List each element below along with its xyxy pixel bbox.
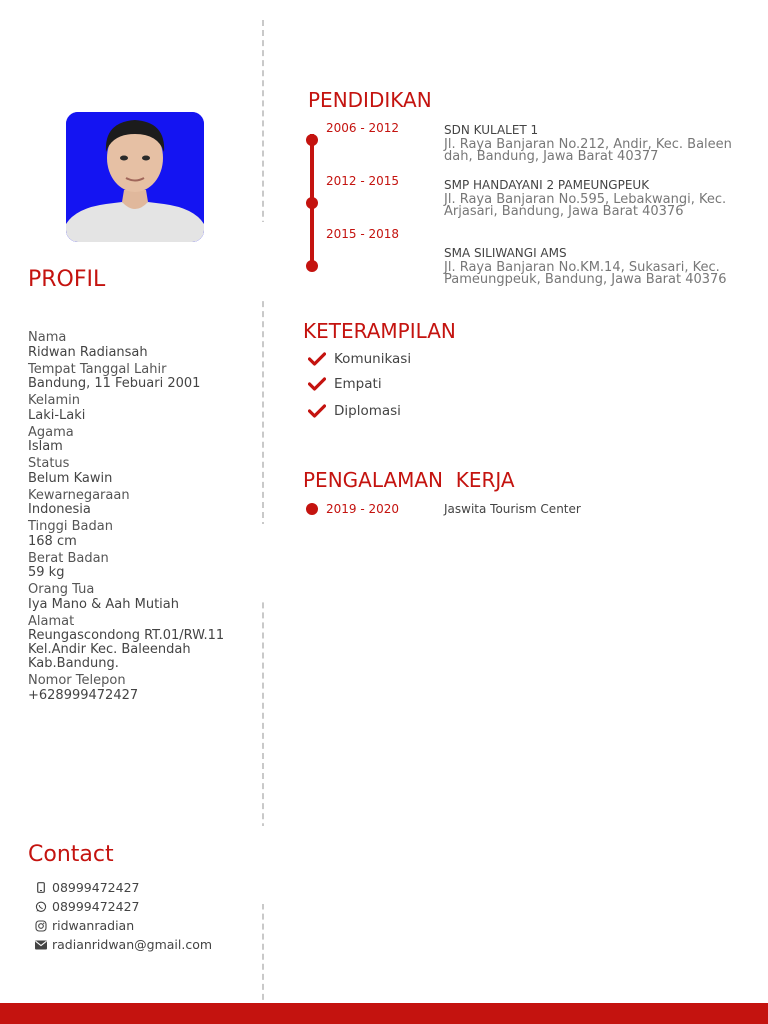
- education-entry: [444, 246, 744, 286]
- profile-field-address: [28, 615, 253, 672]
- field-label: Tinggi Badan: [28, 519, 113, 534]
- profile-field-weight: [28, 552, 253, 581]
- school-address: Jl. Raya Banjaran No.212, Andir, Kec. Baleen dah, Bandung, Jawa Barat 40377: [444, 137, 732, 164]
- experience-company: Jaswita Tourism Center: [444, 502, 581, 516]
- skill-item: [308, 376, 382, 392]
- profile-details: [28, 331, 253, 706]
- field-value: +628999472427: [28, 687, 139, 703]
- field-label: Tempat Tanggal Lahir: [28, 361, 167, 377]
- skill-label: Komunikasi: [334, 351, 412, 367]
- field-label: Kelamin: [28, 393, 80, 408]
- contact-text: 08999472427: [52, 880, 140, 895]
- profile-field-birth: [28, 363, 253, 392]
- contact-phone[interactable]: [34, 878, 212, 897]
- field-label: Alamat: [28, 613, 75, 629]
- profile-field-name: [28, 331, 253, 360]
- education-heading: PENDIDIKAN: [308, 88, 432, 112]
- field-value: 168 cm: [28, 533, 77, 549]
- divider-gap: [255, 222, 271, 300]
- skill-label: Empati: [334, 376, 382, 392]
- education-entry: [444, 123, 744, 163]
- check-icon: [308, 377, 328, 391]
- profile-field-nationality: [28, 489, 253, 518]
- school-name: SDN KULALET 1: [444, 123, 539, 137]
- field-label: Berat Badan: [28, 550, 109, 566]
- contact-text: radianridwan@gmail.com: [52, 937, 213, 952]
- field-label: Agama: [28, 424, 74, 440]
- timeline-dot: [306, 134, 318, 146]
- experience-heading: PENGALAMAN KERJA: [303, 468, 515, 492]
- contact-email[interactable]: [34, 935, 212, 954]
- phone-icon: [34, 881, 48, 895]
- school-name: SMP HANDAYANI 2 PAMEUNGPEUK: [444, 178, 650, 192]
- contact-whatsapp[interactable]: [34, 897, 212, 916]
- portrait-illustration: [66, 112, 204, 242]
- skill-label: Diplomasi: [334, 403, 401, 419]
- timeline-dot: [306, 260, 318, 272]
- instagram-icon: [34, 919, 48, 933]
- profile-field-phone: [28, 674, 253, 703]
- contact-instagram[interactable]: [34, 916, 212, 935]
- contact-list: [34, 878, 212, 954]
- profile-field-gender: [28, 394, 253, 423]
- education-entry: [444, 178, 744, 218]
- field-value: Belum Kawin: [28, 470, 113, 486]
- check-icon: [308, 352, 328, 366]
- profile-heading: PROFIL: [28, 267, 106, 292]
- profile-field-status: [28, 457, 253, 486]
- field-value: Iya Mano & Aah Mutiah: [28, 596, 180, 612]
- field-value: Islam: [28, 439, 63, 454]
- skills-heading: KETERAMPILAN: [303, 319, 456, 343]
- contact-text: 08999472427: [52, 899, 140, 914]
- education-years: 2006 - 2012: [326, 121, 400, 135]
- footer-accent-bar: [0, 1003, 768, 1024]
- experience-years: 2019 - 2020: [326, 502, 400, 516]
- divider-gap: [255, 826, 271, 904]
- timeline-dot: [306, 503, 318, 515]
- field-value: Ridwan Radiansah: [28, 344, 148, 360]
- field-value: Bandung, 11 Febuari 2001: [28, 376, 201, 391]
- field-value: 59 kg: [28, 565, 65, 580]
- contact-text: ridwanradian: [52, 918, 135, 933]
- school-address: Jl. Raya Banjaran No.KM.14, Sukasari, Kec. Pameungpeuk, Bandung, Jawa Barat 40376: [444, 260, 727, 287]
- profile-field-parents: [28, 583, 253, 612]
- envelope-icon: [34, 938, 48, 952]
- field-value: Reungascondong RT.01/RW.11 Kel.Andir Kec. Baleendah Kab.Bandung.: [28, 628, 225, 671]
- field-label: Orang Tua: [28, 582, 95, 597]
- field-label: Nomor Telepon: [28, 673, 126, 688]
- divider-gap: [255, 524, 271, 602]
- field-label: Kewarnegaraan: [28, 487, 130, 503]
- field-value: Indonesia: [28, 502, 91, 517]
- field-label: Status: [28, 456, 70, 471]
- contact-heading: Contact: [28, 842, 114, 867]
- skill-item: [308, 403, 401, 419]
- field-value: Laki-Laki: [28, 407, 86, 423]
- education-years: 2012 - 2015: [326, 174, 400, 188]
- profile-photo: [66, 112, 204, 242]
- education-years: 2015 - 2018: [326, 227, 400, 241]
- school-address: Jl. Raya Banjaran No.595, Lebakwangi, Kec. Arjasari, Bandung, Jawa Barat 40376: [444, 192, 727, 219]
- timeline-dot: [306, 197, 318, 209]
- profile-field-height: [28, 520, 253, 549]
- skill-item: [308, 351, 411, 367]
- field-label: Nama: [28, 330, 67, 345]
- school-name: SMA SILIWANGI AMS: [444, 246, 567, 260]
- profile-field-religion: [28, 426, 253, 455]
- check-icon: [308, 404, 328, 418]
- whatsapp-icon: [34, 900, 48, 914]
